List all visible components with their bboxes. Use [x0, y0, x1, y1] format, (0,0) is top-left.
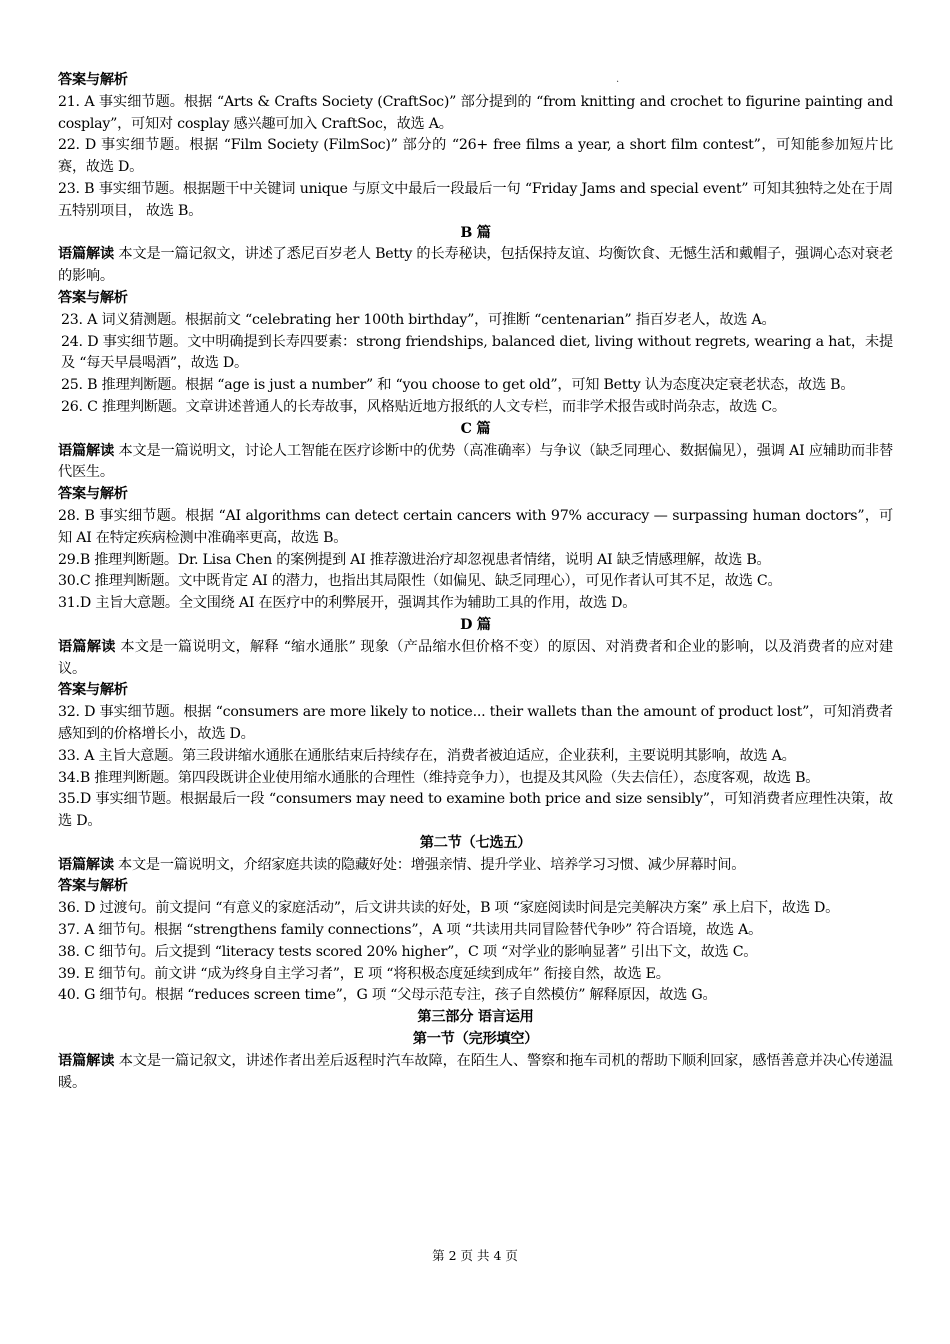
answer-item-35: 35.D 事实细节题。根据最后一段 “consumers may need to examine both price and size sensibly”，可知消费者应理性决策，故选 D。	[58, 791, 893, 830]
answers-heading-d: 答案与解析	[58, 682, 128, 699]
summary-text-d: 本文是一篇说明文，解释 “缩水通胀” 现象（产品缩水但价格不变）的原因、对消费者和企业的影响，以及消费者的应对建议。	[58, 638, 893, 677]
summary-c	[58, 441, 893, 485]
answer-item-38: 38. C 细节句。后文提到 “literacy tests scored 20% higher”，C 项 “对学业的影响显著” 引出下文，故选 C。	[58, 943, 758, 960]
answer-item-34: 34.B 推理判断题。第四段既讲企业使用缩水通胀的合理性（维持竞争力），也提及其风险（失去信任），态度客观，故选 B。	[58, 769, 820, 786]
answer-item-22: 22. D 事实细节题。根据 “Film Society (FilmSoc)” 部分的 “26+ free films a year, a short film contest”，可知能参加短片比赛，故选 D。	[58, 137, 893, 176]
answer-item-29: 29.B 推理判断题。Dr. Lisa Chen 的案例提到 AI 推荐激进治疗却忽视患者情绪，说明 AI 缺乏情感理解，故选 B。	[58, 551, 771, 568]
summary-text-section2: 本文是一篇说明文，介绍家庭共读的隐藏好处：增强亲情、提升学业、培养学习习惯、减少屏幕时间。	[113, 856, 746, 873]
section-title-b: B 篇	[460, 224, 491, 241]
answers-heading-b: 答案与解析	[58, 289, 128, 306]
summary-cloze	[58, 1051, 893, 1095]
answer-item-21: 21. A 事实细节题。根据 “Arts & Crafts Society (CraftSoc)” 部分提到的 “from knitting and crochet to figurine painting and cosplay”，可知对 cosplay 感兴趣可加入 CraftSoc，故选 A。	[58, 93, 893, 132]
answers-heading-section2: 答案与解析	[58, 878, 128, 895]
summary-section2	[58, 855, 893, 877]
answer-item-24: 24. D 事实细节题。文中明确提到长寿四要素：strong friendships, balanced diet, living without regrets, wearing a hat，未提及 “每天早晨喝酒”，故选 D。	[61, 333, 893, 372]
summary-d	[58, 637, 893, 681]
answer-page	[58, 70, 893, 1094]
section-title-d: D 篇	[460, 616, 491, 633]
summary-label-c: 语篇解读	[58, 442, 115, 459]
answer-item-33: 33. A 主旨大意题。第三段讲缩水通胀在通胀结束后持续存在，消费者被迫适应，企业获利，主要说明其影响，故选 A。	[58, 747, 796, 764]
answer-item-23a: 23. B 事实细节题。根据题干中关键词 unique 与原文中最后一段最后一句 “Friday Jams and special event” 可知其独特之处在于周五特别项目， 故选 B。	[58, 180, 893, 219]
answer-item-40: 40. G 细节句。根据 “reduces screen time”，G 项 “父母示范专注，孩子自然模仿” 解释原因，故选 G。	[58, 987, 717, 1004]
summary-label-d: 语篇解读	[58, 638, 116, 655]
summary-text-c: 本文是一篇说明文，讨论人工智能在医疗诊断中的优势（高准确率）与争议（缺乏同理心、数据偏见），强调 AI 应辅助而非替代医生。	[58, 442, 893, 481]
answers-heading-a: 答案与解析	[58, 72, 128, 88]
answer-item-26: 26. C 推理判断题。文章讲述普通人的长寿故事，风格贴近地方报纸的人文专栏，而非学术报告或时尚杂志，故选 C。	[61, 398, 786, 415]
answer-item-32: 32. D 事实细节题。根据 “consumers are more likely to notice... their wallets than the amount of product lost”，可知消费者感知到的价格增长小，故选 D。	[58, 704, 893, 742]
summary-label-section2: 语篇解读	[58, 856, 114, 873]
answer-item-25: 25. B 推理判断题。根据 “age is just a number” 和 “you choose to get old”，可知 Betty 认为态度决定衰老状态，故选 B。	[61, 377, 855, 394]
section-title-seven-choose-five: 第二节（七选五）	[419, 834, 532, 851]
summary-label-b: 语篇解读	[58, 246, 115, 263]
answer-item-28: 28. B 事实细节题。根据 “AI algorithms can detect certain cancers with 97% accuracy — surpassing human doctors”，可知 AI 在特定疾病检测中准确率更高，故选 B。	[58, 507, 893, 546]
header-mark: .	[616, 74, 620, 85]
summary-b	[58, 244, 893, 288]
summary-text-b: 本文是一篇记叙文，讲述了悉尼百岁老人 Betty 的长寿秘诀，包括保持友谊、均衡饮食、无憾生活和戴帽子，强调心态对衰老的影响。	[58, 246, 893, 285]
page-footer: 第 2 页 共 4 页	[432, 1248, 518, 1263]
answer-item-31: 31.D 主旨大意题。全文围绕 AI 在医疗中的利弊展开，强调其作为辅助工具的作用，故选 D。	[58, 595, 637, 612]
answer-item-39: 39. E 细节句。前文讲 “成为终身自主学习者”，E 项 “将积极态度延续到成年” 衔接自然，故选 E。	[58, 965, 670, 982]
section-title-c: C 篇	[460, 420, 491, 437]
summary-label-cloze: 语篇解读	[58, 1052, 115, 1069]
section-title-cloze: 第一节（完形填空）	[412, 1031, 539, 1048]
answer-item-37: 37. A 细节句。根据 “strengthens family connections”，A 项 “共读用共同冒险替代争吵” 符合语境，故选 A。	[58, 922, 763, 939]
summary-text-cloze: 本文是一篇记叙文，讲述作者出差后返程时汽车故障，在陌生人、警察和拖车司机的帮助下顺利回家，感悟善意并决心传递温暖。	[58, 1052, 893, 1091]
part-title-language-use: 第三部分 语言运用	[417, 1009, 534, 1026]
answer-item-30: 30.C 推理判断题。文中既肯定 AI 的潜力，也指出其局限性（如偏见、缺乏同理心），可见作者认可其不足，故选 C。	[58, 573, 782, 590]
answers-heading-c: 答案与解析	[58, 486, 128, 503]
answer-item-23b: 23. A 词义猜测题。根据前文 “celebrating her 100th birthday”，可推断 “centenarian” 指百岁老人，故选 A。	[61, 311, 776, 328]
answer-item-36: 36. D 过渡句。前文提问 “有意义的家庭活动”，后文讲共读的好处，B 项 “家庭阅读时间是完美解决方案” 承上启下，故选 D。	[58, 900, 840, 917]
